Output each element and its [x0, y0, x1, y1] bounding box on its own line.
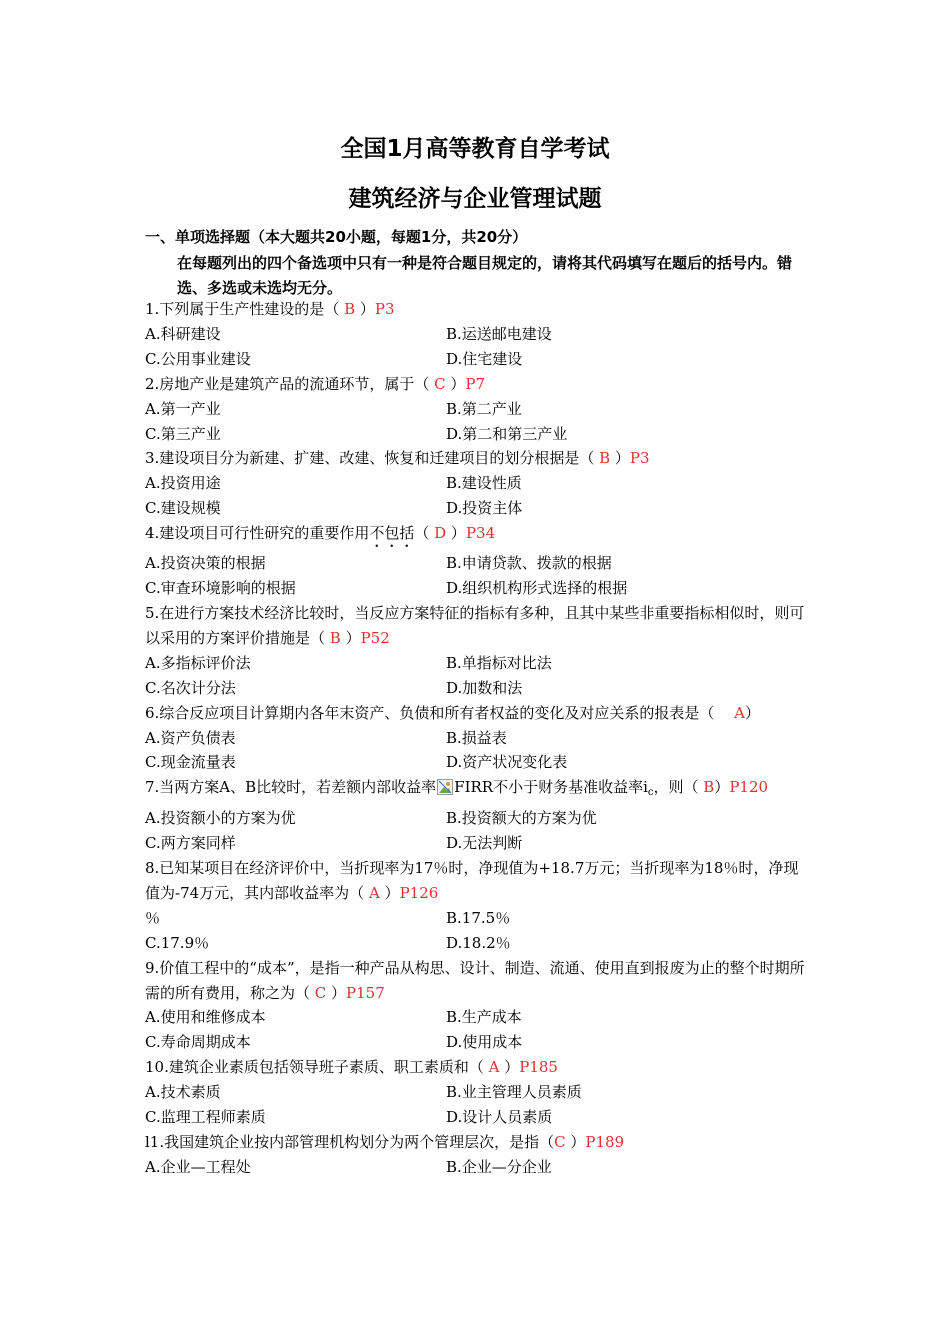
question-stem: [145, 1130, 810, 1155]
question-stem: [145, 601, 810, 651]
emphasized-text: 不包括: [369, 524, 415, 543]
bracket-close: ）: [714, 778, 730, 797]
answer-letter: D: [429, 524, 451, 543]
question-text: 5.在进行方案技术经济比较时，当反应方案特征的指标有多种，且其中某些非重要指标相似时，则可以采用的方案评价措施是（: [145, 603, 805, 647]
option-grid: [145, 906, 810, 956]
question-stem: [145, 701, 810, 726]
question-stem: [145, 521, 810, 551]
answer-letter: B: [339, 300, 360, 318]
option-grid: [145, 1080, 810, 1130]
question-item: [145, 701, 810, 776]
question-item: [145, 521, 810, 601]
answer-option: C.名次计分法: [145, 678, 236, 697]
answer-option: B.17.5％: [446, 908, 511, 927]
question-stem: [145, 856, 810, 906]
answer-option: D.住宅建设: [446, 349, 523, 368]
answer-option: D.组织机构形式选择的根据: [446, 579, 628, 598]
page-reference: P7: [465, 374, 485, 393]
option-grid: [145, 1005, 810, 1055]
page-reference: P126: [399, 883, 439, 902]
question-text: 6.综合反应项目计算期内各年末资产、负债和所有者权益的变化及对应关系的报表是（: [145, 703, 730, 722]
answer-letter: B: [698, 778, 715, 797]
bracket-close: ）: [359, 300, 375, 318]
option-grid: [145, 471, 810, 521]
question-stem: [145, 1055, 810, 1080]
question-stem: [145, 297, 810, 322]
option-grid: [145, 806, 810, 856]
bracket-close: ）: [450, 524, 466, 543]
answer-option: A.企业—工程处: [145, 1157, 251, 1176]
answer-option: C.建设规模: [145, 499, 221, 518]
answer-option: C.监理工程师素质: [145, 1108, 266, 1127]
question-item: [145, 372, 810, 447]
question-text: 9.价值工程中的“成本”，是指一种产品从构思、设计、制造、流通、使用直到报废为止的整个时期所需的所有费用，称之为（: [145, 958, 805, 1002]
question-text: 3.建设项目分为新建、扩建、改建、恢复和迁建项目的划分根据是（: [145, 449, 595, 468]
answer-option: B.单指标对比法: [446, 653, 552, 672]
question-text: FIRR不小于财务基准收益率i: [454, 778, 648, 797]
answer-option: D.投资主体: [446, 499, 523, 518]
answer-option: B.第二产业: [446, 399, 522, 418]
answer-option: B.损益表: [446, 728, 507, 747]
question-item: [145, 856, 810, 956]
page-reference: P3: [374, 300, 395, 318]
question-text: 1.下列属于生产性建设的是（: [145, 300, 340, 318]
page-reference: P185: [519, 1058, 558, 1077]
answer-option: B.生产成本: [446, 1008, 522, 1027]
answer-option: ％: [145, 908, 161, 927]
bracket-close: ）: [504, 1058, 520, 1077]
answer-option: A.资产负债表: [145, 728, 236, 747]
question-item: [145, 601, 810, 701]
subscript-text: c: [647, 787, 654, 799]
bracket-close: ）: [570, 1133, 586, 1151]
answer-option: B.建设性质: [446, 474, 522, 493]
answer-option: B.企业—分企业: [446, 1157, 552, 1176]
exam-title: 全国1月高等教育自学考试: [340, 136, 610, 162]
page-reference: P34: [465, 524, 496, 543]
answer-option: B.运送邮电建设: [446, 324, 552, 343]
option-grid: [145, 322, 810, 372]
bracket-close: ）: [450, 374, 466, 393]
answer-option: C.17.9％: [145, 933, 210, 952]
question-text: 8.已知某项目在经济评价中，当折现率为17％时，净现值为+18.7万元；当折现率为18％时，净现值为-74万元，其内部收益率为（: [145, 859, 799, 902]
question-item: [145, 297, 810, 372]
answer-option: D.第二和第三产业: [446, 424, 568, 443]
answer-option: A.科研建设: [145, 324, 221, 343]
question-item: [145, 446, 810, 521]
bracket-close: ）: [614, 449, 630, 468]
answer-option: B.业主管理人员素质: [446, 1083, 582, 1102]
answer-option: A.投资额小的方案为优: [145, 809, 296, 828]
question-text: （: [414, 524, 430, 543]
answer-letter: C: [554, 1133, 571, 1151]
answer-option: A.投资决策的根据: [145, 554, 266, 573]
answer-letter: C: [429, 374, 451, 393]
question-list: [145, 297, 810, 1180]
section-instruction: 在每题列出的四个备选项中只有一种是符合题目规定的，请将其代码填写在题后的括号内。错选、多选或未选均无分。: [177, 254, 793, 297]
page-reference: P189: [585, 1133, 625, 1151]
answer-option: B.投资额大的方案为优: [446, 809, 597, 828]
option-grid: [145, 651, 810, 701]
question-stem: [145, 775, 810, 806]
answer-option: A.技术素质: [145, 1083, 221, 1102]
option-grid: [145, 551, 810, 601]
option-grid: [145, 397, 810, 447]
answer-option: D.加数和法: [446, 678, 523, 697]
section-heading: 一、单项选择题（本大题共20小题，每题1分，共20分）: [145, 228, 528, 246]
answer-option: B.申请贷款、拨款的根据: [446, 554, 612, 573]
bracket-close: ）: [345, 628, 361, 647]
question-text: 7.当两方案A、B比较时，若差额内部收益率: [145, 778, 437, 797]
answer-letter: C: [310, 983, 332, 1002]
answer-option: D.使用成本: [446, 1033, 523, 1052]
question-text: l1.我国建筑企业按内部管理机构划分为两个管理层次，是指（: [145, 1133, 555, 1151]
answer-option: D.设计人员素质: [446, 1108, 553, 1127]
exam-subject-title: 建筑经济与企业管理试题: [348, 186, 602, 212]
answer-option: A.多指标评价法: [145, 653, 251, 672]
question-item: [145, 956, 810, 1056]
page-reference: P52: [360, 628, 390, 647]
answer-option: D.无法判断: [446, 834, 523, 853]
bracket-close: ）: [331, 983, 347, 1002]
question-item: [145, 775, 810, 856]
answer-letter: B: [594, 449, 615, 468]
answer-option: C.现金流量表: [145, 753, 236, 772]
answer-option: C.两方案同样: [145, 834, 236, 853]
answer-option: A.投资用途: [145, 474, 221, 493]
answer-option: D.18.2％: [446, 933, 511, 952]
answer-option: C.寿命周期成本: [145, 1033, 251, 1052]
page-reference: P120: [729, 778, 769, 797]
answer-option: C.公用事业建设: [145, 349, 251, 368]
answer-option: D.资产状况变化表: [446, 753, 568, 772]
bracket-close: ）: [384, 883, 400, 902]
answer-option: C.审查环境影响的根据: [145, 579, 296, 598]
option-grid: [145, 1155, 810, 1180]
answer-option: A.使用和维修成本: [145, 1008, 266, 1027]
option-grid: [145, 726, 810, 776]
bracket-close: ）: [744, 703, 760, 722]
question-text: 2.房地产业是建筑产品的流通环节，属于（: [145, 374, 430, 393]
question-text: ，则（: [653, 778, 699, 797]
answer-letter: A: [729, 703, 745, 722]
question-stem: [145, 956, 810, 1006]
answer-letter: A: [364, 883, 385, 902]
page-reference: P157: [346, 983, 385, 1002]
answer-option: A.第一产业: [145, 399, 221, 418]
broken-image-icon: [437, 779, 453, 795]
answer-option: C.第三产业: [145, 424, 221, 443]
answer-letter: A: [483, 1058, 505, 1077]
question-text: 10.建筑企业素质包括领导班子素质、职工素质和（: [145, 1058, 484, 1077]
question-item: [145, 1055, 810, 1130]
question-stem: [145, 372, 810, 397]
question-item: [145, 1130, 810, 1180]
page-reference: P3: [629, 449, 650, 468]
answer-letter: B: [325, 628, 346, 647]
question-stem: [145, 446, 810, 471]
question-text: 4.建设项目可行性研究的重要作用: [145, 524, 370, 543]
